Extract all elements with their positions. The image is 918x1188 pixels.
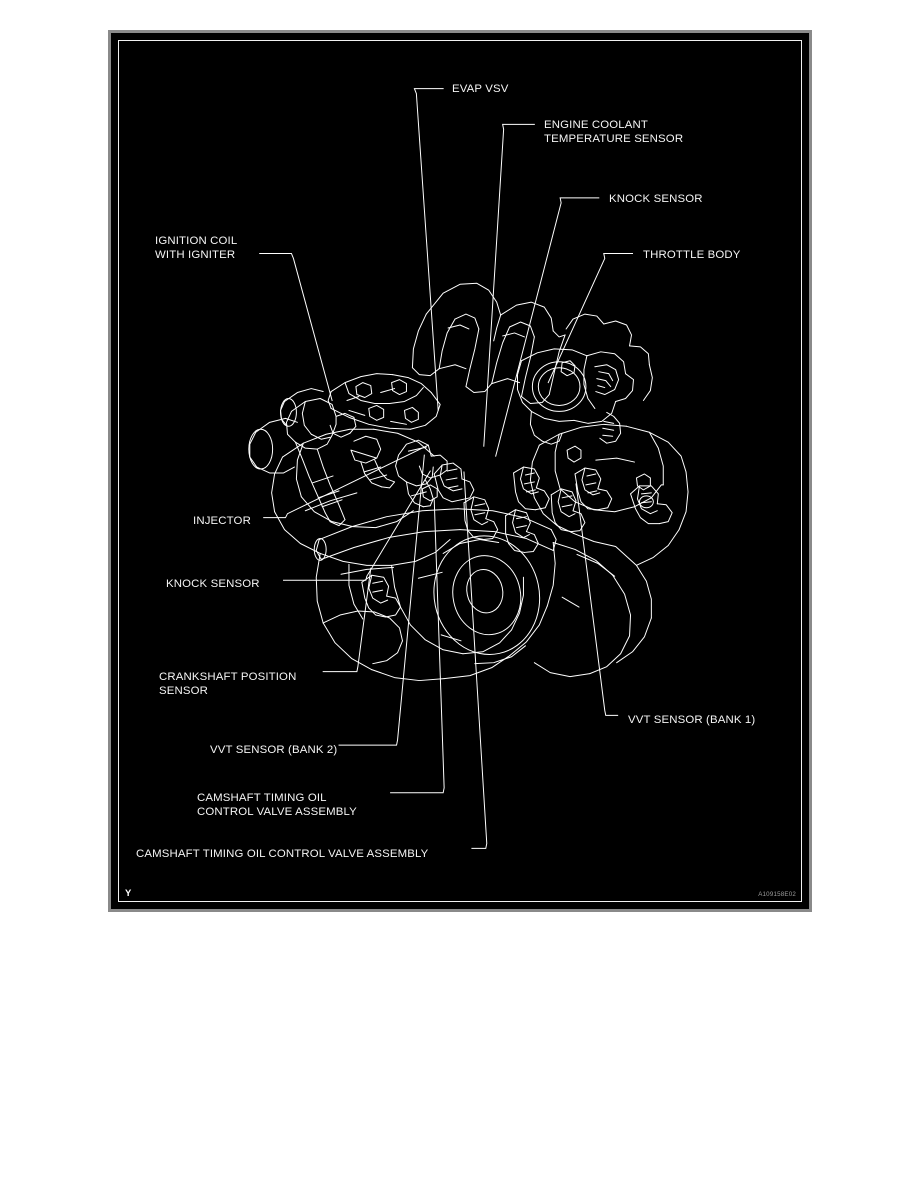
manifold-runner-3-top <box>510 322 535 337</box>
vvt2-top <box>464 497 489 519</box>
callout-line: KNOCK SENSOR <box>166 578 260 590</box>
throttle-connector-rib-2 <box>603 428 614 430</box>
octrl-valve-2-rib-2 <box>562 505 572 507</box>
manifold-plenum-top-right <box>501 302 554 331</box>
head-cover-b2-inner-bottom <box>301 497 353 527</box>
rail-boss-3 <box>369 405 384 420</box>
surface-line-6 <box>441 635 461 641</box>
fuel-rail-bottom-left <box>331 408 410 429</box>
head-cover-b2-top-right <box>374 429 434 456</box>
cross-beam-left-cap <box>316 540 321 560</box>
injector-nozzle-tip <box>382 482 395 488</box>
callout-camshaft-timing-oil-control-valve-assembly-lower <box>136 848 428 862</box>
throttle-body-body-bottom <box>531 411 574 421</box>
throttle-body-flange-right <box>587 352 626 374</box>
engine-diagram-illustration <box>111 33 809 909</box>
callout-knock-sensor-lower <box>166 578 260 592</box>
vvt1-connector <box>657 504 672 524</box>
throttle-right-bracket <box>643 365 652 401</box>
ignition-coil-body-left <box>286 411 295 442</box>
ignition-coil-top-cap <box>291 398 336 416</box>
rail-line-detail-4 <box>391 421 407 424</box>
ignition-coil-body-bottom <box>295 435 332 449</box>
throttle-body-connector <box>600 412 621 443</box>
leader-vvt-sensor-bank-1 <box>576 484 618 715</box>
manifold-runner-3-front <box>492 327 510 384</box>
injector-body-bottom <box>351 450 377 463</box>
callout-line: EVAP VSV <box>452 83 509 95</box>
surface-line-3 <box>418 572 442 578</box>
ects-body <box>514 473 536 510</box>
block-inner-rib-left <box>392 565 411 625</box>
surface-line-7 <box>596 458 635 462</box>
throttle-position-sensor <box>595 365 619 395</box>
callout-evap-vsv <box>452 83 509 97</box>
fuel-rail-top-right <box>393 375 432 393</box>
rail-boss-1 <box>356 383 372 398</box>
ects-rib-2 <box>524 482 534 484</box>
callout-ignition-coil-with-igniter <box>155 235 237 262</box>
lower-left-bracket-bottom <box>373 641 403 664</box>
block-bottom-left <box>372 670 444 681</box>
upper-pipe-bore <box>281 398 297 426</box>
timing-cover-top-edge <box>443 540 499 554</box>
bellhousing-outer-bottom <box>617 618 652 663</box>
fuel-rail-inner-edge <box>345 383 390 404</box>
leader-knock-sensor-upper <box>496 198 599 456</box>
fuel-rail-bottom-right <box>410 393 440 430</box>
vvt2-rib-2 <box>475 513 485 515</box>
knock-sensor-l-rib-1 <box>373 581 383 583</box>
manifold-runner-1-top <box>455 314 479 329</box>
tps-detail-3 <box>598 386 605 388</box>
throttle-bore-inner <box>538 368 580 406</box>
callout-line: WITH IGNITER <box>155 248 236 261</box>
timing-cover-mid <box>446 549 528 641</box>
injector-band-2 <box>370 475 387 480</box>
bellhousing-right <box>613 575 631 636</box>
rail-boss-2 <box>392 380 407 395</box>
cross-beam-bottom-right <box>460 530 553 551</box>
callout-line: SENSOR <box>159 684 209 697</box>
callout-vvt-sensor-bank-1 <box>628 714 755 728</box>
vvt1-rib-1 <box>641 493 651 494</box>
octrl-valve-2-connector <box>571 511 585 532</box>
head-cover-b1-inner-bottom <box>560 489 634 512</box>
page-marker: Y <box>125 888 132 899</box>
octrl-valve-1-top <box>506 510 531 532</box>
knock-sensor-l-rib-2 <box>373 590 383 592</box>
callout-engine-coolant-temperature-sensor <box>544 119 683 146</box>
rail-boss-4 <box>404 407 418 422</box>
surface-line-4 <box>577 554 615 576</box>
callout-line: CONTROL VALVE ASSEMBLY <box>197 805 357 818</box>
manifold-center-seam <box>494 315 501 341</box>
callout-line: CAMSHAFT TIMING OIL CONTROL VALVE ASSEMBLY <box>136 848 429 860</box>
octrl-valve-1-connector <box>524 532 538 553</box>
knock-sensor-u-top <box>575 468 601 489</box>
leader-engine-coolant-temperature-sensor <box>484 124 535 446</box>
stud-bolt-2 <box>636 474 650 490</box>
surface-line-5 <box>562 597 579 607</box>
head-cover-b2-left <box>272 457 283 512</box>
injector2-top <box>399 440 432 456</box>
ects-top <box>514 467 540 488</box>
callout-line: VVT SENSOR (BANK 2) <box>210 744 338 756</box>
block-right-wall <box>547 543 555 607</box>
throttle-connector-rib-1 <box>604 421 614 423</box>
callout-line: KNOCK SENSOR <box>609 193 703 205</box>
block-left-wall <box>316 553 323 623</box>
callout-line: INJECTOR <box>193 515 251 527</box>
intake-tube-bore <box>249 429 273 469</box>
head-cover-b1-top-right <box>627 426 686 472</box>
callout-throttle-body <box>643 249 741 263</box>
figure-frame <box>108 30 812 912</box>
throttle-body-body-left <box>518 361 532 412</box>
vvt1-body <box>631 494 660 524</box>
ignition-coil-inner-edge <box>302 401 311 434</box>
manifold-plenum-top <box>426 283 500 315</box>
leader-throttle-body <box>548 253 632 382</box>
lower-left-bracket-top <box>323 611 375 623</box>
throttle-bore-outer <box>532 362 586 412</box>
head-cover-b1-right <box>679 472 688 530</box>
evap-vsv-rib-2 <box>446 478 457 480</box>
engine-line-art <box>249 283 688 680</box>
head-cover-b1-lower-right <box>636 530 679 566</box>
vvt2-rib-1 <box>475 504 485 506</box>
head-cover-b1-inner-right <box>649 432 663 485</box>
callout-line: VVT SENSOR (BANK 1) <box>628 714 756 726</box>
leader-ignition-coil-with-igniter <box>260 253 332 400</box>
leader-camshaft-lower <box>464 472 487 848</box>
evap-vsv-rib-3 <box>448 486 458 488</box>
head-cover-b2-inner-left <box>296 443 303 497</box>
coil-stem-right <box>317 449 345 520</box>
callout-line: CAMSHAFT TIMING OIL <box>197 792 327 804</box>
coil-stem-band-1 <box>312 476 333 483</box>
throttle-body-top-bracket <box>604 321 632 346</box>
callout-line: THROTTLE BODY <box>643 249 741 261</box>
callout-line: CRANKSHAFT POSITION <box>159 671 297 683</box>
injector2-body-bottom <box>406 467 433 486</box>
knock-sensor-u-rib-3 <box>588 491 597 493</box>
ects-connector <box>535 488 549 510</box>
throttle-body-upper-boss <box>566 314 604 329</box>
evap-vsv-connector <box>461 479 474 500</box>
callout-line: TEMPERATURE SENSOR <box>544 132 684 145</box>
ects-rib-3 <box>526 490 535 492</box>
manifold-left-face <box>412 314 426 368</box>
callout-injector <box>193 515 251 529</box>
knock-sensor-u-rib-1 <box>587 474 596 476</box>
ects-rib-1 <box>525 473 534 475</box>
bellhousing-top-left <box>553 543 612 576</box>
leader-lines <box>260 89 633 849</box>
callout-line: IGNITION COIL <box>155 235 238 247</box>
injector-nozzle-left <box>361 462 382 487</box>
cross-beam-bottom <box>321 530 460 560</box>
cross-beam-right-cap <box>551 530 556 551</box>
throttle-body-right-shoulder <box>630 346 650 365</box>
crank-pulley <box>463 566 507 616</box>
manifold-runner-5-front <box>549 335 565 395</box>
evap-vsv-rib-1 <box>447 469 457 471</box>
callout-crankshaft-position-sensor <box>159 671 296 698</box>
manifold-runner-shadow-a <box>439 365 466 369</box>
knock-sensor-u-rib-2 <box>586 483 596 485</box>
stud-bolt-3 <box>567 446 581 462</box>
figure-code: A109158E02 <box>758 891 796 898</box>
throttle-body-body-bottom-right <box>574 401 616 423</box>
leader-evap-vsv <box>414 89 443 411</box>
octrl-valve-2-body <box>551 495 571 532</box>
bellhousing-bottom-left <box>534 663 590 677</box>
callout-camshaft-timing-oil-control-valve-assembly-upper <box>197 792 357 819</box>
block-lower-left <box>323 623 372 670</box>
callout-knock-sensor-upper <box>609 193 703 207</box>
bellhousing-outer-edge <box>636 565 651 618</box>
injector2-band <box>411 492 426 496</box>
throttle-connector-rib-3 <box>603 435 613 436</box>
injector2-body-left <box>396 455 407 482</box>
callout-line: ENGINE COOLANT <box>544 119 648 131</box>
knock-sensor-u-connector <box>598 489 612 510</box>
block-bottom-right <box>510 606 548 656</box>
callout-vvt-sensor-bank-2 <box>210 744 337 758</box>
manifold-plenum-right-edge <box>553 331 565 337</box>
leader-injector <box>264 445 429 518</box>
octrl-valve-1-rib-2 <box>517 526 527 528</box>
head-cover-b2-bottom <box>320 553 391 565</box>
rail-line-detail-3 <box>349 410 365 415</box>
manifold-runner-2-front <box>466 329 479 387</box>
